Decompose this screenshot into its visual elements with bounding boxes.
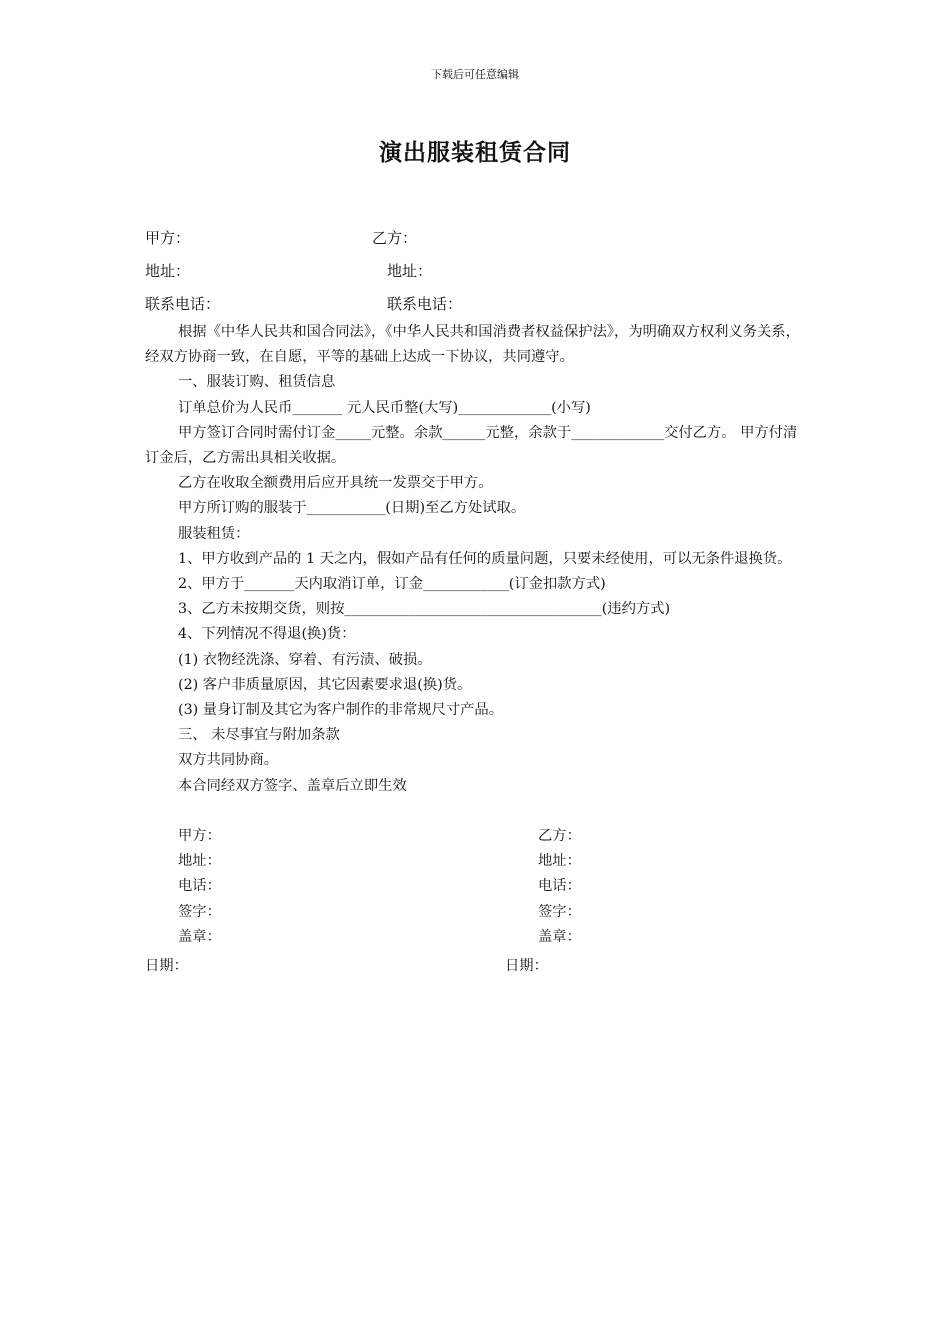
party-b-label: 乙方： <box>372 229 418 247</box>
clause-negotiation: 双方共同协商。 <box>178 752 279 769</box>
section-heading: 一、服装订购、租赁信息 <box>178 374 336 391</box>
sig-left-party: 甲方： <box>178 828 221 844</box>
sig-right-phone: 电话： <box>538 878 581 895</box>
sig-left-phone: 电话： <box>178 878 221 895</box>
date-left: 日期： <box>145 958 188 974</box>
sig-right-address: 地址： <box>538 853 581 870</box>
sub-item-1: (1) 衣物经洗涤、穿着、有污渍、破损。 <box>178 651 432 668</box>
sig-right-party: 乙方： <box>538 828 581 844</box>
clause-item-1: 1、甲方收到产品的 1 天之内，假如产品有任何的质量问题，只要未经使用，可以无条件退换货。 <box>178 550 792 567</box>
clause-deposit: 甲方签订合同时需付订金_____元整。余款______元整，余款于_____________交付乙方。 甲方付清订金后，乙方需出具相关收据。 <box>145 424 798 467</box>
clause-invoice: 乙方在收取全额费用后应开具统一发票交于甲方。 <box>178 475 493 492</box>
clause-total-price: 订单总价为人民币_______ 元人民币整(大写)_____________(小写) <box>178 399 591 416</box>
party-b-phone-label: 联系电话： <box>387 295 463 313</box>
party-b-address-label: 地址： <box>387 262 433 280</box>
clause-item-4: 4、下列情况不得退(换)货： <box>178 626 356 643</box>
party-a-address-label: 地址： <box>145 262 191 280</box>
sub-item-2: (2) 客户非质量原因，其它因素要求退(换)货。 <box>178 676 472 693</box>
party-a-label: 甲方： <box>145 229 191 247</box>
signature-right-block <box>538 824 581 950</box>
sub-item-3: (3) 量身订制及其它为客户制作的非常规尺寸产品。 <box>178 702 504 719</box>
clause-effective: 本合同经双方签字、盖章后立即生效 <box>178 777 407 794</box>
date-right: 日期： <box>505 958 548 974</box>
party-a-phone-label: 联系电话： <box>145 295 221 313</box>
sig-right-signature: 签字： <box>538 903 581 920</box>
clause-pickup: 甲方所订购的服装于___________(日期)至乙方处试取。 <box>178 500 526 517</box>
document-title: 演出服装租赁合同 <box>379 139 571 166</box>
sig-right-seal: 盖章： <box>538 928 581 945</box>
clause-item-3: 3、乙方未按期交货，则按____________________________________(违约方式) <box>178 601 671 618</box>
sig-left-seal: 盖章： <box>178 928 221 945</box>
intro-paragraph: 根据《中华人民共和国合同法》，《中华人民共和国消费者权益保护法》，为明确双方权利义务关系，经双方协商一致，在自愿，平等的基础上达成一下协议，共同遵守。 <box>145 324 800 366</box>
clause-item-2: 2、甲方于_______天内取消订单，订金____________(订金扣款方式) <box>178 576 606 593</box>
sig-left-signature: 签字： <box>178 903 221 920</box>
header-note: 下载后可任意编辑 <box>431 68 519 81</box>
signature-left-block <box>178 824 221 950</box>
contract-body <box>145 320 807 799</box>
clause-rental-heading: 服装租赁： <box>178 525 250 542</box>
section-heading-3: 三、 未尽事宜与附加条款 <box>178 727 340 744</box>
sig-left-address: 地址： <box>178 853 221 870</box>
